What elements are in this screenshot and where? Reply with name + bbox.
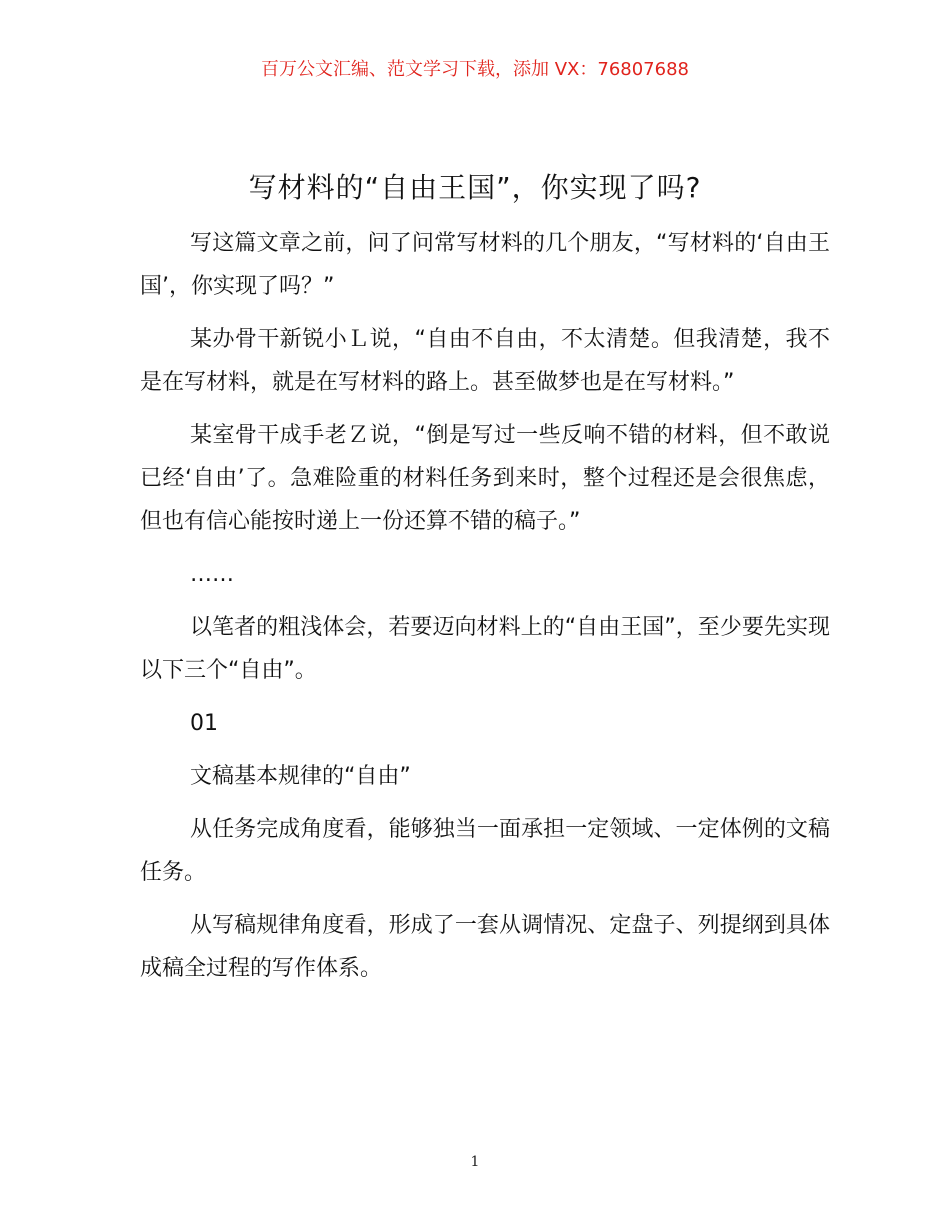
paragraph: 某室骨干成手老Ｚ说，“倒是写过一些反响不错的材料，但不敢说已经‘自由’了。急难险重的材料任务到来时，整个过程还是会很焦虑，但也有信心能按时递上一份还算不错的稿子。”	[140, 423, 830, 534]
paragraph: 从写稿规律角度看，形成了一套从调情况、定盘子、列提纲到具体成稿全过程的写作体系。	[140, 913, 830, 981]
ellipsis-paragraph: ……	[190, 562, 234, 587]
paragraph: 从任务完成角度看，能够独当一面承担一定领域、一定体例的文稿任务。	[140, 817, 830, 885]
section-heading: 文稿基本规律的“自由”	[190, 764, 411, 789]
document-body	[140, 222, 830, 1000]
section-number: 01	[190, 711, 218, 736]
document-title: 写材料的“自由王国”，你实现了吗?	[248, 171, 702, 204]
paragraph: 写这篇文章之前，问了问常写材料的几个朋友，“写材料的‘自由王国’，你实现了吗？”	[140, 231, 830, 299]
paragraph: 以笔者的粗浅体会，若要迈向材料上的“自由王国”，至少要先实现以下三个“自由”。	[140, 615, 830, 683]
header-note: 百万公文汇编、范文学习下载，添加 VX：76807688	[261, 59, 689, 80]
paragraph: 某办骨干新锐小Ｌ说，“自由不自由，不太清楚。但我清楚，我不是在写材料，就是在写材料的路上。甚至做梦也是在写材料。”	[140, 327, 830, 395]
page-number: 1	[470, 1154, 480, 1170]
